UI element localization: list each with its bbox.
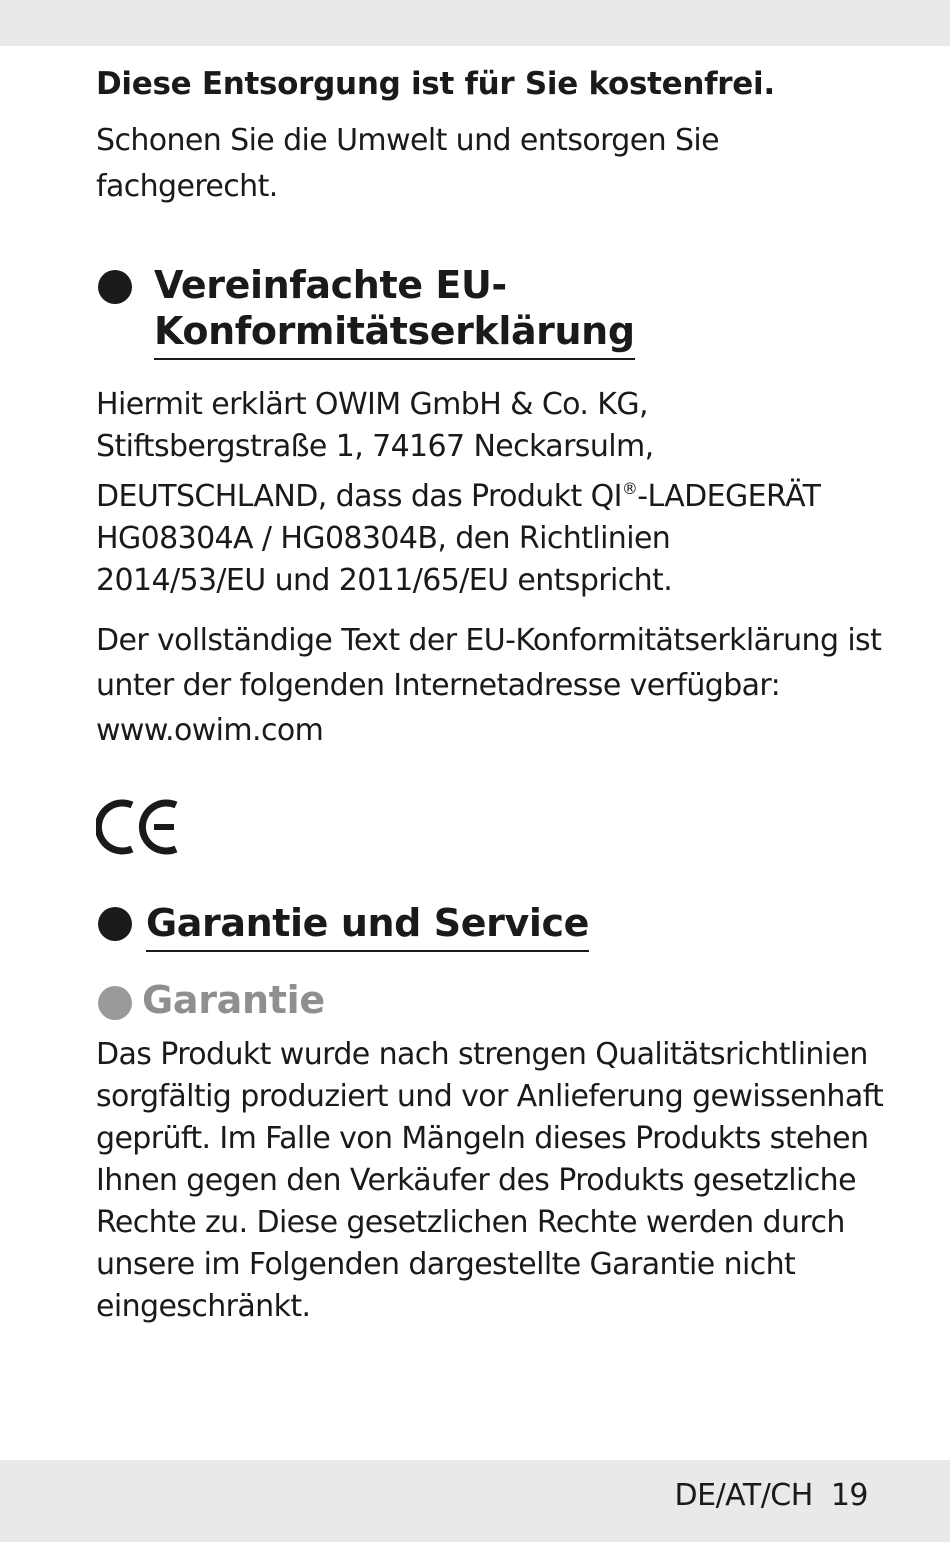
paragraph-line: Schonen Sie die Umwelt und entsorgen Sie bbox=[96, 123, 719, 158]
section-bullet-icon bbox=[98, 270, 132, 304]
paragraph-text: -LADEGERÄT bbox=[637, 479, 821, 514]
warranty-paragraph bbox=[96, 1034, 883, 1328]
fulltext-paragraph bbox=[96, 618, 881, 753]
page-number: 19 bbox=[830, 1478, 868, 1513]
heading-line: Garantie und Service bbox=[146, 900, 589, 952]
heading-line: Konformitätserklärung bbox=[154, 308, 635, 360]
paragraph-line: unsere im Folgenden dargestellte Garantie nicht bbox=[96, 1247, 796, 1282]
page-footer bbox=[675, 1478, 868, 1513]
heading-line: Vereinfachte EU- bbox=[154, 263, 507, 307]
paragraph-line: Ihnen gegen den Verkäufer des Produkts gesetzliche bbox=[96, 1163, 856, 1198]
paragraph-line: Rechte zu. Diese gesetzlichen Rechte werden durch bbox=[96, 1205, 845, 1240]
warranty-service-heading bbox=[146, 900, 589, 952]
subsection-bullet-icon bbox=[98, 986, 132, 1020]
website-url: www.owim.com bbox=[96, 713, 324, 748]
paragraph-line: Der vollständige Text der EU-Konformitätserklärung ist bbox=[96, 623, 882, 658]
disposal-free-notice: Diese Entsorgung ist für Sie kostenfrei. bbox=[96, 66, 775, 102]
conformity-heading bbox=[154, 262, 635, 360]
paragraph-line: unter der folgenden Internetadresse verfügbar: bbox=[96, 668, 781, 703]
paragraph-line: Hiermit erklärt OWIM GmbH & Co. KG, bbox=[96, 387, 648, 422]
top-band bbox=[0, 0, 950, 46]
footer-region: DE/AT/CH bbox=[674, 1478, 813, 1513]
paragraph-line: eingeschränkt. bbox=[96, 1289, 311, 1324]
paragraph-text: DEUTSCHLAND, dass das Produkt QI bbox=[96, 479, 622, 514]
disposal-paragraph bbox=[96, 118, 719, 210]
registered-mark: ® bbox=[621, 479, 638, 498]
paragraph-line: geprüft. Im Falle von Mängeln dieses Produkts stehen bbox=[96, 1121, 869, 1156]
paragraph-line bbox=[96, 468, 820, 518]
paragraph-line: 2014/53/EU und 2011/65/EU entspricht. bbox=[96, 563, 673, 598]
paragraph-line: sorgfältig produziert und vor Anlieferung gewissenhaft bbox=[96, 1079, 884, 1114]
declaration-paragraph bbox=[96, 384, 820, 602]
paragraph-line: Das Produkt wurde nach strengen Qualitätsrichtlinien bbox=[96, 1037, 868, 1072]
section-bullet-icon bbox=[98, 907, 132, 941]
ce-mark-icon bbox=[96, 796, 180, 858]
paragraph-line: Stiftsbergstraße 1, 74167 Neckarsulm, bbox=[96, 429, 654, 464]
paragraph-line: HG08304A / HG08304B, den Richtlinien bbox=[96, 521, 671, 556]
warranty-heading: Garantie bbox=[142, 978, 325, 1022]
paragraph-line: fachgerecht. bbox=[96, 169, 278, 204]
